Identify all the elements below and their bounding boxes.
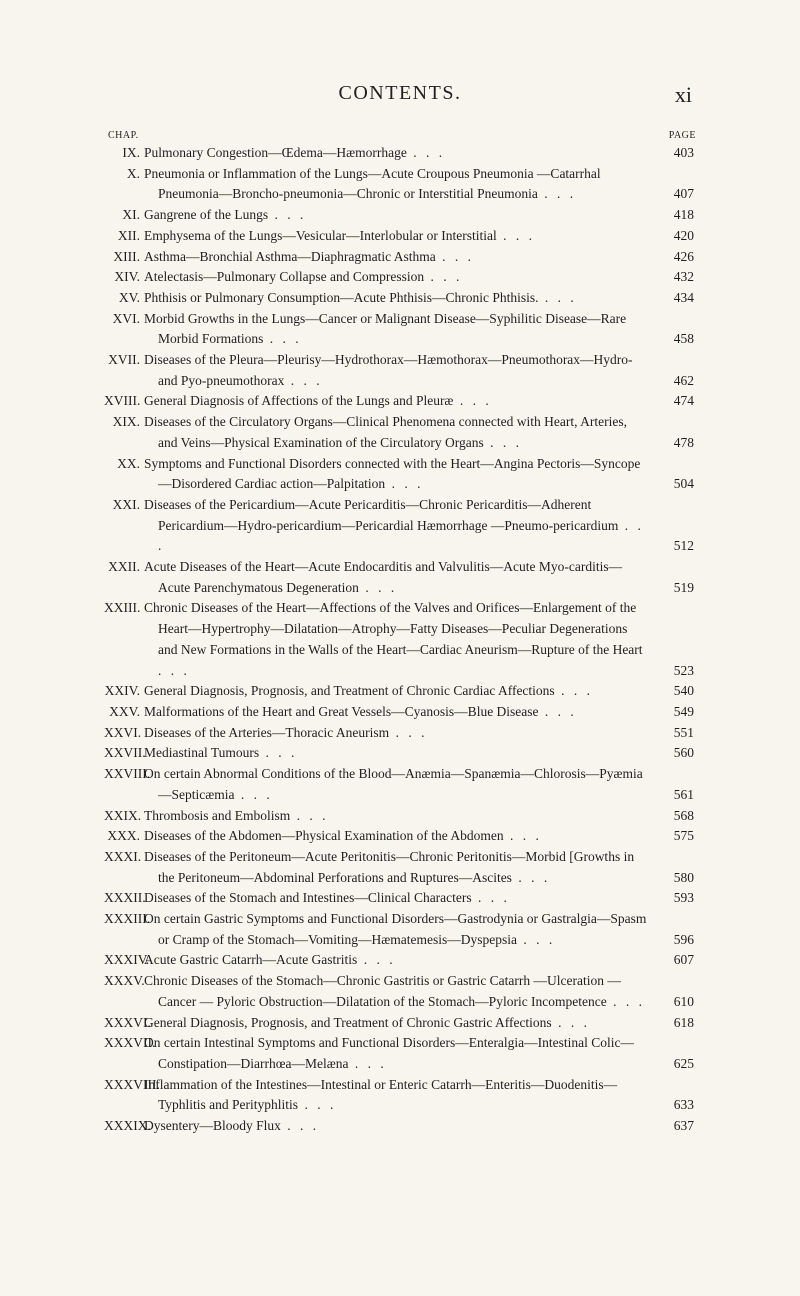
- dot-leader: . . .: [606, 993, 646, 1009]
- chapter-title: Pneumonia or Inflammation of the Lungs—Acute Croupous Pneumonia —Catarrhal Pneumonia—Broncho-pneumonia—Chronic or Interstitial Pneumonia . . .: [144, 165, 601, 202]
- chapter-title: General Diagnosis, Prognosis, and Treatment of Chronic Cardiac Affections . . .: [144, 683, 593, 699]
- table-of-contents: [104, 143, 694, 1137]
- chapter-title: Acute Gastric Catarrh—Acute Gastritis . . .: [144, 952, 396, 968]
- dot-leader: . . .: [453, 393, 492, 409]
- chapter-number: XXXIV.: [104, 952, 150, 968]
- chapter-number: XX.: [117, 455, 140, 471]
- chapter-title: Malformations of the Heart and Great Vessels—Cyanosis—Blue Disease . . .: [144, 703, 577, 719]
- chapter-number: X.: [126, 165, 140, 181]
- chapter-title: On certain Intestinal Symptoms and Functional Disorders—Enteralgia—Intestinal Colic—Constipation—Diarrhœa—Melæna . . .: [144, 1035, 635, 1071]
- dot-leader: . . .: [516, 931, 556, 947]
- page-title: CONTENTS.: [338, 82, 462, 104]
- toc-entry: [104, 847, 694, 888]
- toc-entry: [104, 205, 694, 226]
- chapter-number: XXIII.: [104, 600, 141, 616]
- page-reference: 637: [673, 1118, 694, 1134]
- chapter-number: XI.: [122, 207, 140, 223]
- toc-entry: [104, 226, 694, 247]
- dot-leader: . . .: [503, 828, 542, 844]
- chapter-title: General Diagnosis, Prognosis, and Treatment of Chronic Gastric Affections . . .: [144, 1014, 590, 1030]
- toc-entry: [104, 743, 694, 764]
- chapter-title: Diseases of the Arteries—Thoracic Aneurism . . .: [144, 724, 428, 740]
- chapter-title: Emphysema of the Lungs—Vesicular—Interlobular or Interstitial . . .: [144, 227, 536, 243]
- page-reference: 625: [673, 1055, 694, 1071]
- chapter-number: XVI.: [112, 310, 140, 326]
- dot-leader: . . .: [538, 703, 577, 719]
- page-reference: 420: [673, 227, 694, 243]
- chapter-title: Diseases of the Circulatory Organs—Clinical Phenomena connected with Heart, Arteries, and Veins—Physical Examination of the Circulatory Organs . . .: [144, 414, 627, 450]
- toc-entry: [104, 454, 694, 495]
- toc-entry: [104, 267, 694, 288]
- toc-entry: [104, 909, 694, 950]
- chapter-title: Mediastinal Tumours . . .: [144, 745, 298, 761]
- dot-leader: . . .: [348, 1055, 387, 1071]
- chapter-number: XXVII.: [104, 745, 146, 761]
- chapter-title: Diseases of the Stomach and Intestines—Clinical Characters . . .: [144, 890, 510, 906]
- chapter-number: XXXIX.: [104, 1118, 151, 1134]
- page-reference: 540: [673, 683, 694, 699]
- dot-leader: . . .: [298, 1097, 337, 1113]
- page-header: [0, 82, 800, 112]
- page-reference: 575: [673, 828, 694, 844]
- chapter-title: Chronic Diseases of the Heart—Affections of the Valves and Orifices—Enlargement of the Heart—Hypertrophy—Dilatation—Atrophy—Fatty Diseases—Peculiar Degenerations and New Formations in the Walls of the Heart—Cardiac Aneurism—Rupture of the Heart . . .: [144, 600, 643, 678]
- chapter-title: Pulmonary Congestion—Œdema—Hæmorrhage . . .: [144, 145, 446, 160]
- toc-entry: [104, 1033, 694, 1074]
- page-reference: 512: [673, 538, 694, 554]
- chapter-title: Phthisis or Pulmonary Consumption—Acute Phthisis—Chronic Phthisis. . . .: [144, 289, 577, 305]
- dot-leader: . . .: [268, 207, 307, 223]
- toc-entry: [104, 806, 694, 827]
- chapter-number: XXXIII.: [104, 911, 151, 927]
- page-column-label: PAGE: [668, 130, 696, 141]
- dot-leader: . . .: [290, 807, 329, 823]
- chapter-number: XV.: [118, 289, 140, 305]
- page-reference: 403: [673, 145, 694, 160]
- toc-entry: [104, 309, 694, 350]
- dot-leader: . . .: [471, 890, 510, 906]
- dot-leader: . . .: [511, 869, 551, 885]
- chapter-title: Asthma—Bronchial Asthma—Diaphragmatic Asthma . . .: [144, 248, 474, 264]
- page-reference: 474: [673, 393, 694, 409]
- chapter-number: XIX.: [112, 414, 140, 430]
- dot-leader: . . .: [496, 227, 536, 243]
- toc-entry: [104, 764, 694, 805]
- dot-leader: . . .: [259, 745, 298, 761]
- chapter-title: Thrombosis and Embolism . . .: [144, 807, 329, 823]
- chapter-number: XXXVI.: [104, 1014, 151, 1030]
- dot-leader: . . .: [406, 145, 446, 160]
- chapter-number: XXII.: [108, 559, 140, 575]
- toc-entry: [104, 1075, 694, 1116]
- page-reference: 426: [673, 248, 694, 264]
- page-reference: 458: [673, 331, 694, 347]
- toc-entry: [104, 888, 694, 909]
- page-reference: 561: [673, 786, 694, 802]
- chapter-number: XXI.: [112, 496, 140, 512]
- page-reference: 462: [673, 372, 694, 388]
- chapter-title: Chronic Diseases of the Stomach—Chronic Gastritis or Gastric Catarrh —Ulceration — Cancer — Pyloric Obstruction—Dilatation of the Stomach—Pyloric Incompetence . . .: [144, 973, 646, 1009]
- toc-entry: [104, 350, 694, 391]
- chapter-title: Gangrene of the Lungs . . .: [144, 207, 307, 223]
- toc-entry: [104, 143, 694, 164]
- chapter-title: On certain Gastric Symptoms and Functional Disorders—Gastrodynia or Gastralgia—Spasm or Cramp of the Stomach—Vomiting—Hæmatemesis—Dyspepsia . . .: [144, 911, 647, 947]
- chapter-number: XIII.: [113, 248, 140, 264]
- toc-entry: [104, 412, 694, 453]
- chapter-column-label: CHAP.: [108, 130, 139, 141]
- page-reference: 560: [673, 745, 694, 761]
- dot-leader: . . .: [389, 724, 428, 740]
- dot-leader: . . .: [538, 289, 577, 305]
- page-reference: 633: [673, 1097, 694, 1113]
- dot-leader: . . .: [424, 269, 463, 285]
- chapter-title: Dysentery—Bloody Flux . . .: [144, 1118, 320, 1134]
- page-reference: 593: [673, 890, 694, 906]
- dot-leader: . . .: [263, 331, 302, 347]
- page-reference: 504: [673, 476, 694, 492]
- dot-leader: . . .: [554, 683, 593, 699]
- page-reference: 607: [673, 952, 694, 968]
- page-reference: 568: [673, 807, 694, 823]
- chapter-number: XII.: [117, 227, 140, 243]
- page-reference: 519: [673, 579, 694, 595]
- dot-leader: . . .: [234, 786, 273, 802]
- chapter-number: XXVI.: [104, 724, 142, 740]
- chapter-number: XXXVII.: [104, 1035, 156, 1051]
- dot-leader: . . .: [385, 476, 424, 492]
- dot-leader: . . .: [158, 662, 190, 678]
- toc-entry: [104, 247, 694, 268]
- page-reference: 596: [673, 931, 694, 947]
- chapter-title: Acute Diseases of the Heart—Acute Endocarditis and Valvulitis—Acute Myo-carditis—Acute Parenchymatous Degeneration . . .: [144, 559, 623, 595]
- toc-entry: [104, 557, 694, 598]
- toc-entry: [104, 391, 694, 412]
- chapter-number: XXIV.: [104, 683, 140, 699]
- chapter-number: XXIX.: [104, 807, 142, 823]
- toc-entry: [104, 971, 694, 1012]
- chapter-number: XXXV.: [104, 973, 145, 989]
- toc-entry: [104, 950, 694, 971]
- page-reference: 618: [673, 1014, 694, 1030]
- chapter-title: Atelectasis—Pulmonary Collapse and Compression . . .: [144, 269, 463, 285]
- page-reference: 478: [673, 434, 694, 450]
- chapter-number: XXXII.: [104, 890, 146, 906]
- chapter-title: Diseases of the Pleura—Pleurisy—Hydrothorax—Hæmothorax—Pneumothorax—Hydro- and Pyo-pneumothorax . . .: [144, 352, 633, 388]
- toc-entry: [104, 723, 694, 744]
- chapter-title: General Diagnosis of Affections of the Lungs and Pleuræ . . .: [144, 393, 492, 409]
- toc-entry: [104, 288, 694, 309]
- chapter-title: Diseases of the Pericardium—Acute Pericarditis—Chronic Pericarditis—Adherent Pericardium—Hydro-pericardium—Pericardial Hæmorrhage —Pneumo-pericardium . . .: [144, 496, 644, 554]
- dot-leader: . . .: [357, 952, 396, 968]
- toc-entry: [104, 681, 694, 702]
- toc-entry: [104, 495, 694, 557]
- chapter-title: Diseases of the Abdomen—Physical Examination of the Abdomen . . .: [144, 828, 542, 844]
- chapter-number: XXV.: [109, 703, 140, 719]
- toc-entry: [104, 826, 694, 847]
- page-number: xi: [674, 82, 692, 107]
- page-reference: 551: [673, 724, 694, 740]
- page-reference: 418: [673, 207, 694, 223]
- chapter-number: XXXVIII.: [104, 1076, 160, 1092]
- chapter-number: XXVIII.: [104, 766, 151, 782]
- chapter-number: XXXI.: [104, 848, 142, 864]
- chapter-number: XIV.: [114, 269, 140, 285]
- page-reference: 580: [673, 869, 694, 885]
- page-reference: 434: [673, 289, 694, 305]
- chapter-title: Diseases of the Peritoneum—Acute Peritonitis—Chronic Peritonitis—Morbid [Growths in the Peritoneum—Abdominal Perforations and Ruptures—Ascites . . .: [144, 848, 635, 885]
- page-reference: 610: [673, 993, 694, 1009]
- toc-entry: [104, 702, 694, 723]
- chapter-title: Morbid Growths in the Lungs—Cancer or Malignant Disease—Syphilitic Disease—Rare Morbid Formations . . .: [144, 310, 627, 347]
- page-reference: 549: [673, 703, 694, 719]
- dot-leader: . . .: [537, 186, 577, 202]
- dot-leader: . . .: [551, 1014, 590, 1030]
- page-reference: 407: [673, 186, 694, 202]
- dot-leader: . . .: [284, 372, 323, 388]
- toc-entry: [104, 1116, 694, 1137]
- chapter-number: XVII.: [108, 352, 140, 368]
- dot-leader: . . .: [158, 517, 644, 554]
- page-reference: 523: [673, 662, 694, 678]
- dot-leader: . . .: [435, 248, 474, 264]
- toc-entry: [104, 1013, 694, 1034]
- chapter-number: XXX.: [107, 828, 140, 844]
- chapter-title: On certain Abnormal Conditions of the Blood—Anæmia—Spanæmia—Chlorosis—Pyæmia—Septicæmia . . .: [144, 766, 643, 802]
- chapter-title: Inflammation of the Intestines—Intestinal or Enteric Catarrh—Enteritis—Duodenitis—Typhlitis and Perityphlitis . . .: [144, 1076, 618, 1113]
- page-reference: 432: [673, 269, 694, 285]
- toc-entry: [104, 164, 694, 205]
- chapter-number: XVIII.: [104, 393, 141, 409]
- chapter-number: IX.: [122, 145, 140, 160]
- dot-leader: . . .: [358, 579, 398, 595]
- dot-leader: . . .: [483, 434, 522, 450]
- dot-leader: . . .: [280, 1118, 320, 1134]
- chapter-title: Symptoms and Functional Disorders connected with the Heart—Angina Pectoris—Syncope—Disordered Cardiac action—Palpitation . . .: [144, 455, 641, 492]
- toc-entry: [104, 598, 694, 681]
